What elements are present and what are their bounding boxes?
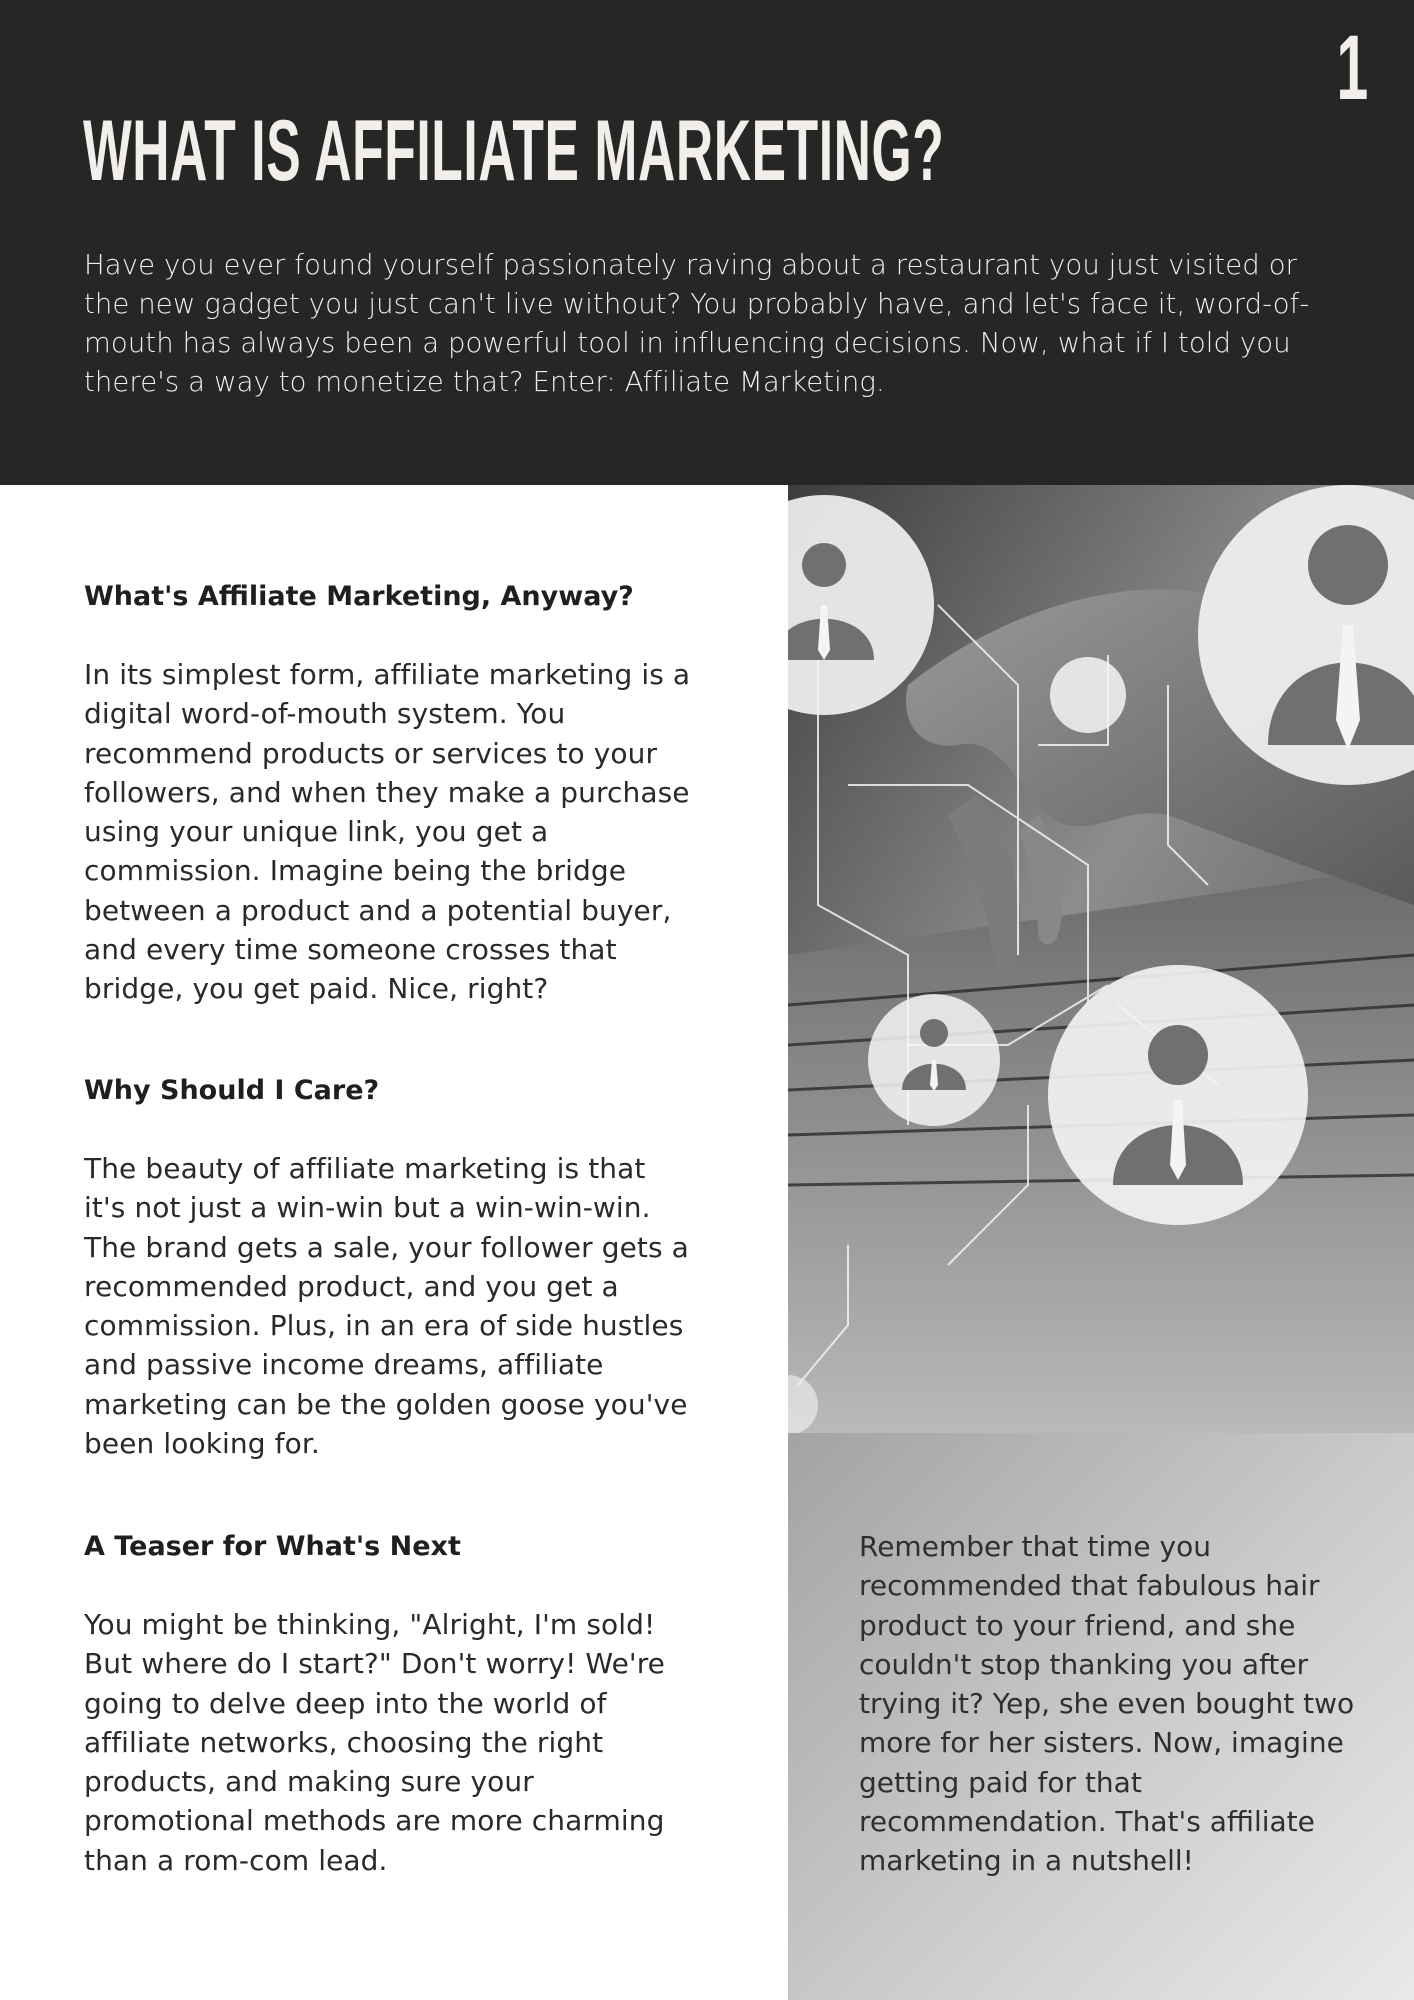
intro-paragraph: Have you ever found yourself passionately raving about a restaurant you just visited or the new gadget you just can't live without? You probably have, and let's face it, word-of-mouth has always been a powerful tool in influencing decisions. Now, what if I told you there's a way to monetize that? Enter: Affiliate Marketing. — [84, 249, 1310, 398]
callout-text: Remember that time you recommended that fabulous hair product to your friend, and she couldn't stop thanking you after trying it? Yep, she even bought two more for her sisters. Now, imagine getting paid for that recommendation. That's affiliate marketing in a nutshell! — [859, 1530, 1355, 1878]
page-header — [0, 0, 1414, 485]
section-heading-why-care: Why Should I Care? — [84, 1075, 380, 1106]
page-number: 1 — [1336, 17, 1368, 119]
section-heading-what-is: What's Affiliate Marketing, Anyway? — [84, 581, 634, 612]
page-title: WHAT IS AFFILIATE MARKETING? — [83, 103, 945, 199]
section-body-why-care: The beauty of affiliate marketing is that it's not just a win-win but a win-win-win. The brand gets a sale, your follower gets a recommended product, and you get a commission. Plus, in an era of side hustles and passive income dreams, affiliate marketing can be the golden goose you've been looking for. — [84, 1152, 689, 1461]
person-circle-bottom-right — [1048, 965, 1308, 1225]
person-circle-small — [868, 994, 1000, 1126]
section-body-what-is: In its simplest form, affiliate marketing is a digital word-of-mouth system. You recommend products or services to your followers, and when they make a purchase using your unique link, you get a commission. Imagine being the bridge between a product and a potential buyer, and every time someone crosses that bridge, you get paid. Nice, right? — [84, 658, 691, 1006]
section-heading-teaser: A Teaser for What's Next — [84, 1531, 461, 1562]
person-network-icon — [788, 485, 1414, 1433]
hero-photo — [788, 485, 1414, 1433]
section-body-teaser: You might be thinking, "Alright, I'm sold! But where do I start?" Don't worry! We're going to delve deep into the world of affiliate networks, choosing the right products, and making sure your promotional methods are more charming than a rom-com lead. — [84, 1608, 666, 1877]
